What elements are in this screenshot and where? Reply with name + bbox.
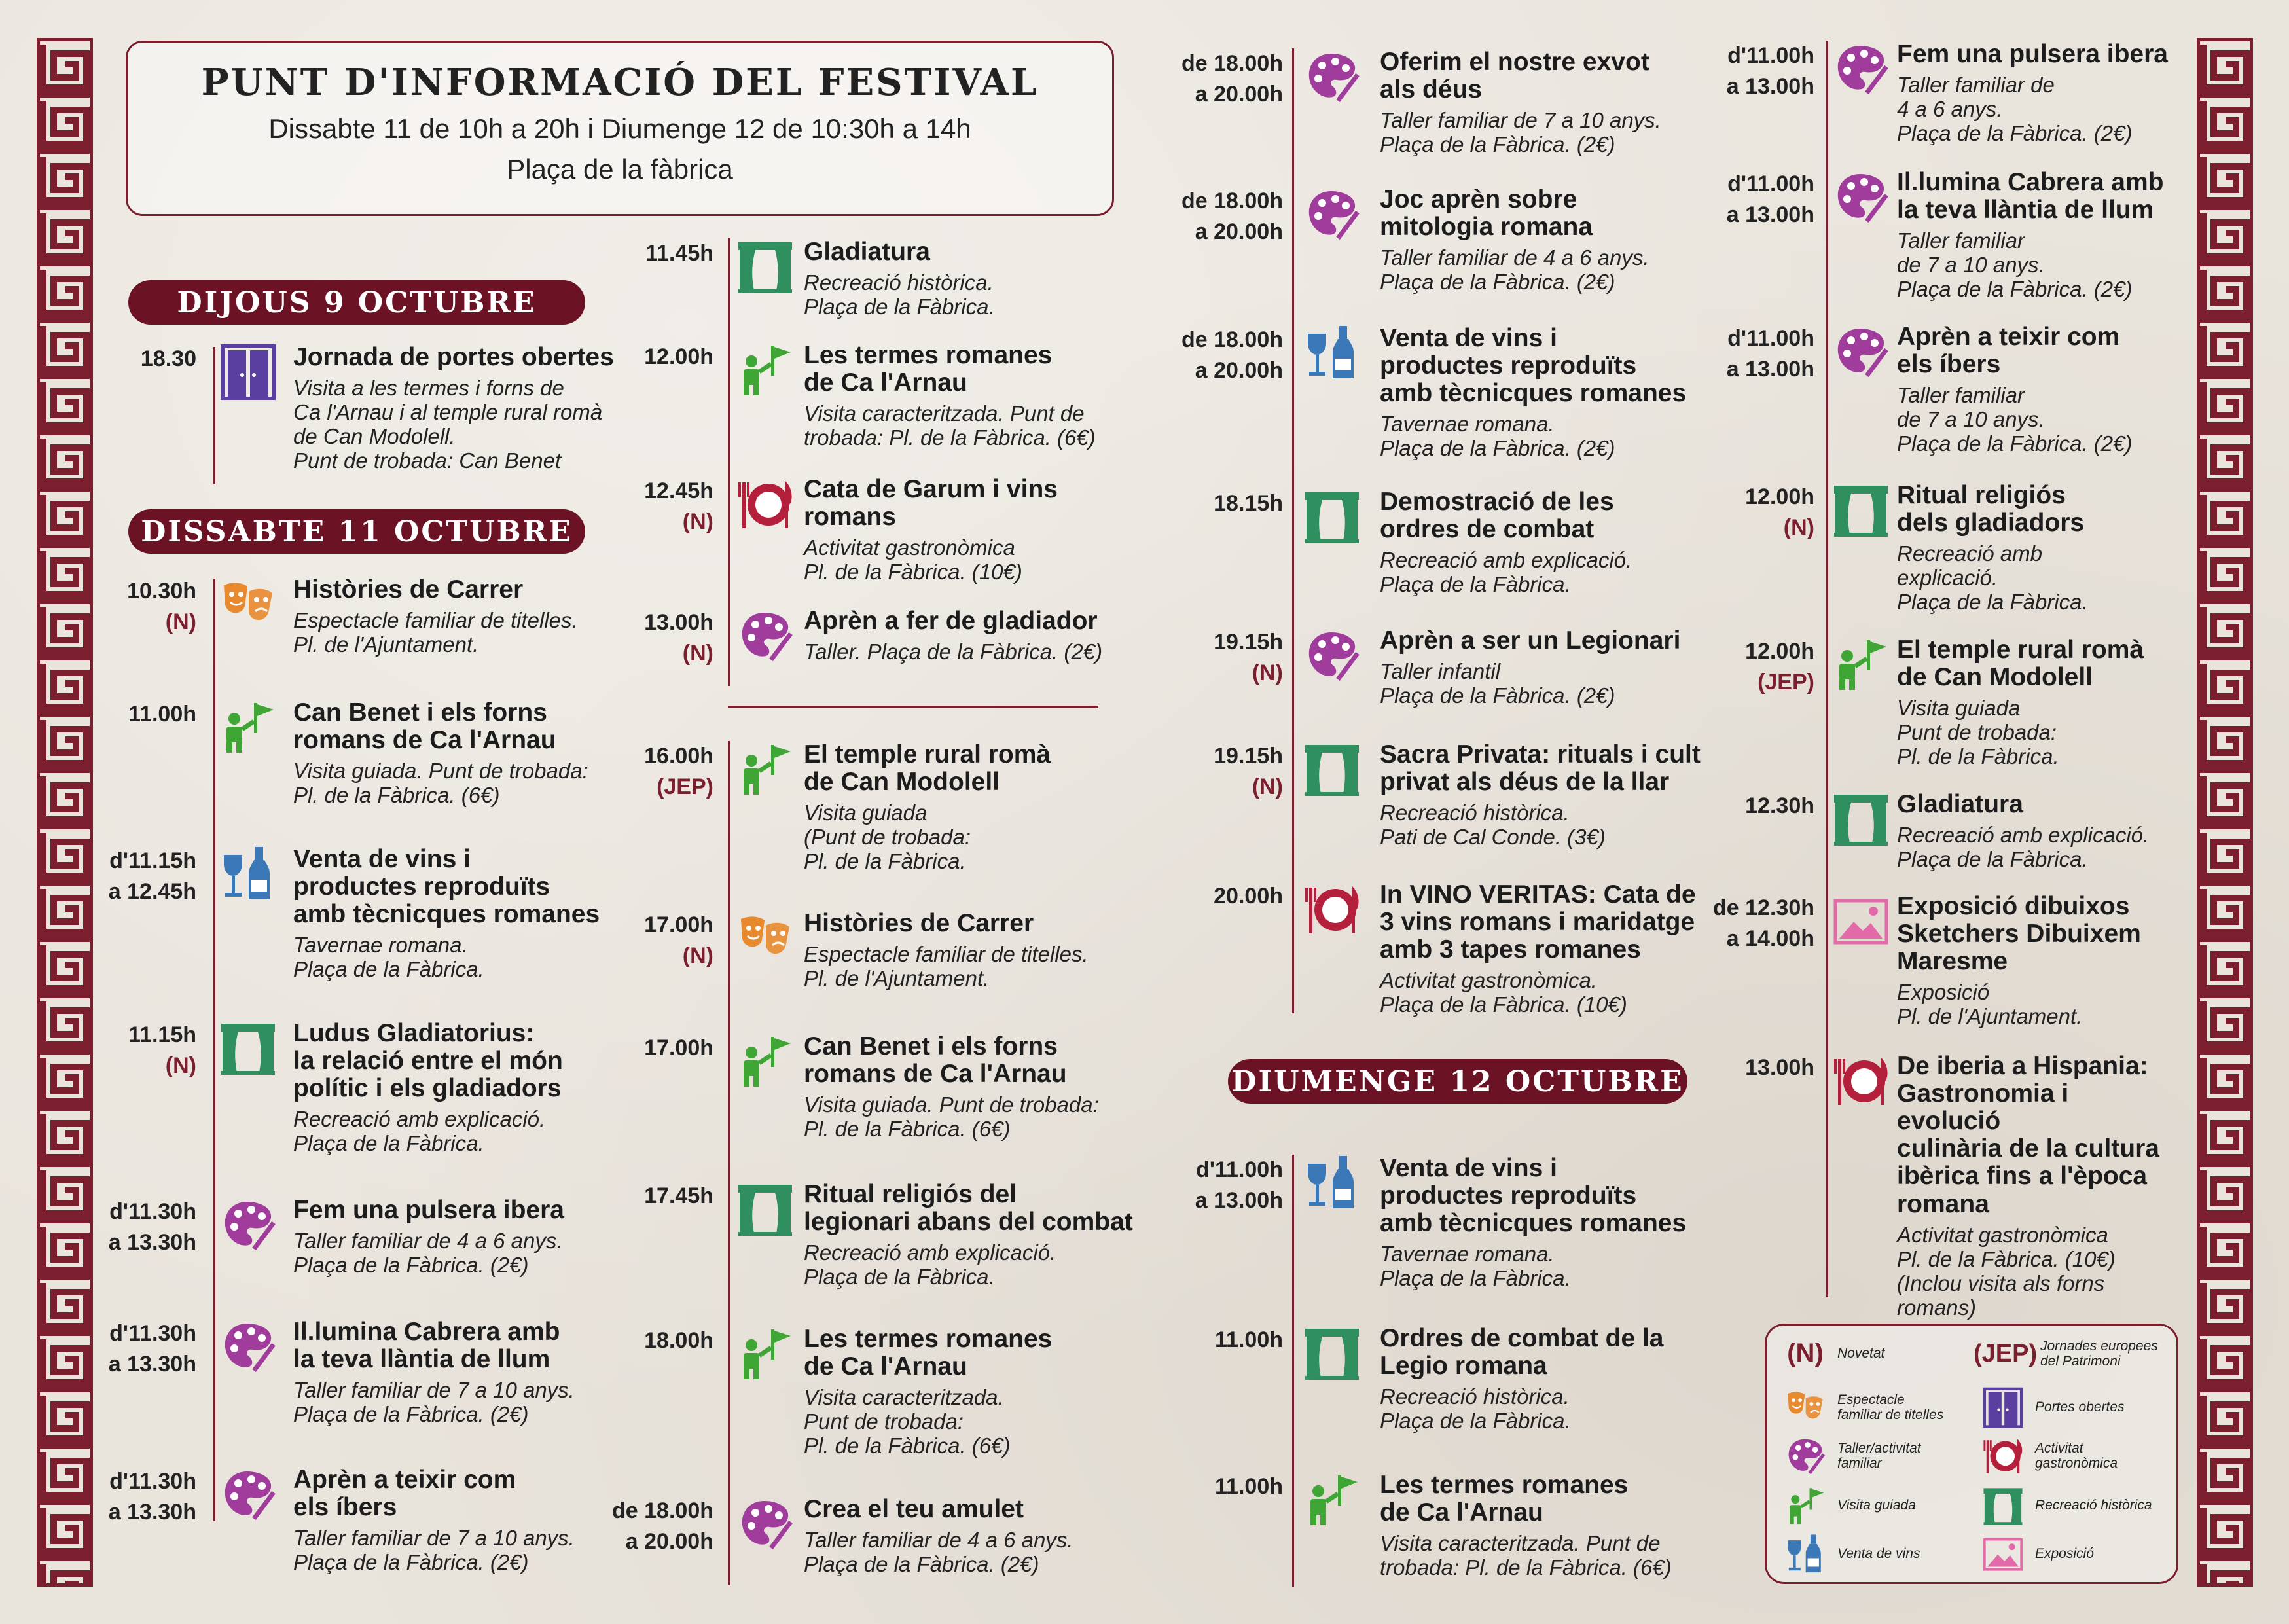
recreation-icon	[737, 238, 793, 295]
event-title: Exposició dibuixos Sketchers Dibuixem Maresme	[1897, 892, 2141, 976]
day-banner-dissabte: DISSABTE 11 OCTUBRE	[128, 509, 585, 554]
event-description: Visita guiada Punt de trobada: Pl. de la Fàbrica.	[1897, 696, 2059, 769]
event-title: Sacra Privata: rituals i cult privat als déus de la llar	[1380, 740, 1701, 797]
event-tag: (N)	[682, 509, 713, 534]
event-time-text: 17.45h	[644, 1183, 713, 1208]
event-tag: (N)	[1252, 660, 1283, 685]
timeline-line-col2b	[728, 741, 730, 1585]
timeline-line-col3a	[1292, 48, 1294, 1013]
event-title: El temple rural romà de Can Modolell	[1897, 636, 2144, 692]
event-content	[804, 741, 1144, 874]
event-title: Les termes romanes de Ca l'Arnau	[1380, 1471, 1629, 1527]
event-time	[1689, 1053, 1814, 1083]
event-time-text: de 18.00h a 20.00h	[1181, 327, 1283, 383]
event-time-text: d'11.00h a 13.00h	[1726, 171, 1814, 227]
event-time-text: 11.00h	[1215, 1327, 1283, 1352]
event-content	[1897, 636, 2178, 769]
event-title: Joc aprèn sobre mitologia romana	[1380, 185, 1593, 242]
event-time-text: d'11.00h a 13.00h	[1726, 43, 1814, 99]
event-title: Fem una pulsera ibera	[293, 1196, 564, 1224]
event-time	[1689, 41, 1814, 102]
legend-jep-badge: (JEP)	[1974, 1339, 2038, 1367]
recreation-icon	[1833, 482, 1889, 538]
event-tag: (N)	[1252, 774, 1283, 799]
legend-theatre	[1785, 1387, 1943, 1428]
event-content	[1380, 488, 1727, 597]
event-description: Taller familiar de 7 a 10 anys. Plaça de la Fàbrica. (2€)	[1897, 228, 2133, 302]
workshop-icon	[737, 607, 793, 664]
wine-icon	[1304, 1155, 1360, 1211]
event-time	[92, 1466, 196, 1528]
event-time	[1152, 627, 1283, 689]
event-title: Històries de Carrer	[293, 575, 524, 604]
legend-doors	[1983, 1387, 2125, 1428]
event-description: Taller familiar de 4 a 6 anys. Plaça de la Fàbrica. (2€)	[804, 1528, 1073, 1577]
timeline-line-dijous	[213, 347, 215, 484]
event-description: Tavernae romana. Plaça de la Fàbrica.	[293, 933, 484, 982]
event-description: Recreació històrica. Pati de Cal Conde. (3€)	[1380, 801, 1606, 850]
legend-jep-label: Jornades europees del Patrimoni	[2040, 1339, 2158, 1369]
event-tag: (JEP)	[657, 774, 713, 799]
day-banner-diumenge: DIUMENGE 12 OCTUBRE	[1228, 1059, 1687, 1104]
event-description: Visita caracteritzada. Punt de trobada: Pl. de la Fàbrica. (6€)	[804, 1385, 1011, 1458]
legend-visit	[1785, 1485, 1916, 1526]
info-place: Plaça de la fàbrica	[507, 154, 733, 185]
event-time-text: 12.00h	[1745, 639, 1814, 664]
event-title: Can Benet i els forns romans de Ca l'Arnau	[293, 698, 556, 755]
event-time	[1152, 325, 1283, 386]
event-time-text: 11.15h	[128, 1022, 196, 1047]
timeline-line-col3b	[1292, 1155, 1294, 1587]
event-description: Visita guiada. Punt de trobada: Pl. de la Fàbrica. (6€)	[293, 759, 588, 808]
event-content	[804, 476, 1144, 585]
event-time	[92, 699, 196, 730]
event-time	[1152, 1155, 1283, 1216]
event-time	[92, 1318, 196, 1380]
event-time-text: 12.00h	[644, 344, 713, 369]
event-tag: (N)	[682, 943, 713, 968]
legend-visit-label: Visita guiada	[1837, 1498, 1916, 1513]
event-description: Activitat gastronòmica. Plaça de la Fàbrica. (10€)	[1380, 968, 1627, 1017]
event-time-text: 17.00h	[644, 912, 713, 937]
event-description: Recreació amb explicació. Plaça de la Fàbrica.	[1380, 548, 1632, 597]
legend-n-label: Novetat	[1837, 1345, 1885, 1361]
event-time	[1152, 1325, 1283, 1356]
event-description: Visita caracteritzada. Punt de trobada: Pl. de la Fàbrica. (6€)	[804, 401, 1096, 450]
event-time-text: de 18.00h a 20.00h	[1181, 51, 1283, 107]
section-divider	[728, 706, 1098, 708]
gastro-icon	[1833, 1053, 1889, 1109]
event-title: Aprèn a ser un Legionari	[1380, 626, 1681, 655]
event-time	[602, 607, 713, 669]
event-description: Taller infantil Plaça de la Fàbrica. (2€)	[1380, 659, 1615, 708]
event-title: Ritual religiós del legionari abans del combat	[804, 1180, 1133, 1236]
event-time	[1689, 893, 1814, 954]
event-content	[804, 238, 1144, 319]
workshop-icon	[1304, 627, 1360, 683]
event-title: Les termes romanes de Ca l'Arnau	[804, 341, 1053, 397]
event-title: Ritual religiós dels gladiadors	[1897, 481, 2085, 537]
event-description: Exposició Pl. de l'Ajuntament.	[1897, 980, 2083, 1029]
event-description: Taller familiar de 7 a 10 anys. Plaça de la Fàbrica. (2€)	[293, 1526, 575, 1575]
event-time-text: d'11.30h a 13.30h	[108, 1321, 196, 1377]
event-time	[1152, 741, 1283, 803]
event-content	[804, 607, 1144, 664]
event-content	[804, 1181, 1144, 1290]
event-content	[804, 910, 1144, 991]
event-title: Il.lumina Cabrera amb la teva llàntia de llum	[293, 1318, 560, 1374]
event-description: Taller familiar de 4 a 6 anys. Plaça de la Fàbrica. (2€)	[1380, 245, 1649, 295]
event-time	[92, 1197, 196, 1258]
event-title: Gladiatura	[1897, 790, 2023, 818]
event-content	[804, 1033, 1144, 1142]
event-time	[602, 1033, 713, 1064]
workshop-icon	[1833, 323, 1889, 380]
event-time	[602, 1181, 713, 1212]
workshop-icon	[1304, 186, 1360, 242]
event-description: Espectacle familiar de titelles. Pl. de l'Ajuntament.	[293, 608, 578, 657]
day-banner-dijous: DIJOUS 9 OCTUBRE	[128, 280, 585, 325]
event-time	[92, 846, 196, 907]
event-time	[92, 1020, 196, 1081]
picture-frame-icon	[1983, 1534, 2023, 1574]
legend-recreation	[1983, 1485, 2152, 1526]
event-description: Espectacle familiar de titelles. Pl. de l'Ajuntament.	[804, 942, 1089, 991]
recreation-icon	[1304, 488, 1360, 545]
gastro-icon	[1304, 881, 1360, 937]
event-tag: (N)	[682, 640, 713, 666]
legend-novetat	[1785, 1339, 1884, 1368]
event-time	[602, 741, 713, 803]
visit-icon	[737, 1326, 793, 1382]
event-content	[1380, 1471, 1727, 1580]
event-time-text: 19.15h	[1214, 630, 1283, 655]
event-time-text: de 12.30h a 14.00h	[1713, 895, 1814, 951]
greek-key-border-left	[37, 38, 93, 1587]
event-description: Taller familiar de 7 a 10 anys. Plaça de la Fàbrica. (2€)	[1897, 383, 2133, 456]
greek-key-border-right	[2197, 38, 2253, 1587]
theatre-icon	[220, 576, 276, 632]
event-time	[1689, 169, 1814, 230]
event-content	[1380, 627, 1727, 708]
event-time-text: 11.00h	[1215, 1474, 1283, 1499]
event-content	[1897, 482, 2178, 615]
legend-exhibit-label: Exposició	[2035, 1546, 2094, 1562]
event-title: Fem una pulsera ibera	[1897, 40, 2168, 68]
event-description: Recreació històrica. Plaça de la Fàbrica.	[1380, 1384, 1571, 1434]
event-description: Tavernae romana. Plaça de la Fàbrica.	[1380, 1242, 1571, 1291]
recreation-icon	[1304, 741, 1360, 797]
info-title: PUNT D'INFORMACIÓ DEL FESTIVAL	[201, 61, 1039, 104]
event-content	[293, 699, 614, 808]
event-time-text: 11.45h	[645, 241, 713, 266]
event-content	[293, 1318, 614, 1427]
event-content	[1897, 893, 2178, 1029]
legend-gastro-label: Activitat gastronòmica	[2035, 1440, 2118, 1471]
event-content	[293, 344, 614, 473]
legend-theatre-label: Espectacle familiar de titelles	[1837, 1392, 1944, 1422]
plate-cutlery-icon	[1983, 1435, 2023, 1476]
event-time-text: 19.15h	[1214, 744, 1283, 768]
event-time	[1152, 881, 1283, 912]
event-title: Les termes romanes de Ca l'Arnau	[804, 1325, 1053, 1381]
event-content	[1897, 791, 2178, 872]
event-description: Taller. Plaça de la Fàbrica. (2€)	[804, 640, 1103, 664]
event-title: Històries de Carrer	[804, 909, 1034, 937]
event-description: Taller familiar de 4 a 6 anys. Plaça de la Fàbrica. (2€)	[1897, 73, 2133, 146]
event-time	[92, 344, 196, 374]
event-time	[1689, 482, 1814, 543]
recreation-icon	[220, 1020, 276, 1076]
door-icon	[1983, 1387, 2023, 1428]
event-time-text: d'11.30h a 13.30h	[108, 1199, 196, 1255]
event-time-text: de 18.00h a 20.00h	[612, 1498, 713, 1554]
visit-icon	[737, 1033, 793, 1089]
event-time	[602, 342, 713, 372]
event-title: Crea el teu amulet	[804, 1495, 1024, 1523]
legend-wine-label: Venta de vins	[1837, 1546, 1920, 1562]
workshop-icon	[220, 1318, 276, 1375]
event-tag: (JEP)	[1757, 669, 1814, 695]
workshop-icon	[220, 1197, 276, 1253]
exhibit-icon	[1833, 893, 1889, 949]
event-description: Recreació històrica. Plaça de la Fàbrica.	[804, 270, 995, 319]
event-time	[602, 476, 713, 537]
event-content	[293, 576, 614, 657]
doors-icon	[220, 344, 276, 400]
stage-curtain-icon	[1983, 1485, 2023, 1526]
event-time-text: 17.00h	[644, 1036, 713, 1060]
event-title: Venta de vins i productes reproduïts amb tècnicques romanes	[1380, 1154, 1687, 1238]
event-time-text: 18.15h	[1214, 491, 1283, 516]
legend-wine	[1785, 1534, 1920, 1574]
event-description: Taller familiar de 7 a 10 anys. Plaça de la Fàbrica. (2€)	[293, 1378, 575, 1427]
timeline-line-col2a	[728, 238, 730, 686]
event-tag: (N)	[165, 1053, 196, 1078]
event-time-text: 13.00h	[644, 610, 713, 635]
legend	[1765, 1324, 2178, 1584]
event-content	[293, 1020, 614, 1156]
event-description: Visita guiada. Punt de trobada: Pl. de la Fàbrica. (6€)	[804, 1092, 1099, 1142]
event-content	[1380, 881, 1727, 1017]
visit-icon	[1304, 1471, 1360, 1528]
event-title: Aprèn a teixir com els íbers	[1897, 323, 2120, 379]
event-time	[1689, 791, 1814, 821]
workshop-icon	[1833, 41, 1889, 97]
event-time-text: d'11.00h a 13.00h	[1726, 326, 1814, 382]
event-description: Activitat gastronòmica Pl. de la Fàbrica. (10€) (Inclou visita als forns romans)	[1897, 1222, 2116, 1320]
gastro-icon	[737, 476, 793, 532]
visit-icon	[737, 342, 793, 398]
legend-jep	[1974, 1339, 2158, 1369]
event-content	[1897, 169, 2178, 302]
event-description: Recreació amb explicació. Plaça de la Fàbrica.	[1897, 823, 2150, 872]
event-time	[1689, 323, 1814, 385]
event-description: Recreació amb explicació. Plaça de la Fàbrica.	[1897, 541, 2088, 615]
event-title: Aprèn a fer de gladiador	[804, 607, 1098, 635]
event-time	[1152, 186, 1283, 247]
event-time	[1152, 48, 1283, 110]
event-description: Tavernae romana. Plaça de la Fàbrica. (2€)	[1380, 412, 1615, 461]
event-content	[804, 1496, 1144, 1577]
event-description: Visita guiada (Punt de trobada: Pl. de la Fàbrica.	[804, 801, 971, 874]
event-time-text: d'11.00h a 13.00h	[1195, 1157, 1283, 1213]
event-title: Can Benet i els forns romans de Ca l'Arnau	[804, 1032, 1067, 1089]
event-time-text: 12.00h	[1745, 484, 1814, 509]
event-description: Visita a les termes i forns de Ca l'Arnau i al temple rural romà de Can Modolell. Punt de trobada: Can Benet	[293, 376, 603, 473]
legend-recreation-label: Recreació històrica	[2035, 1498, 2152, 1513]
event-title: In VINO VERITAS: Cata de 3 vins romans i maridatge amb 3 tapes romanes	[1380, 880, 1696, 964]
event-time-text: de 18.00h a 20.00h	[1181, 189, 1283, 244]
event-title: Jornada de portes obertes	[293, 343, 614, 371]
legend-workshop	[1785, 1435, 1921, 1476]
event-title: Cata de Garum i vins romans	[804, 475, 1058, 532]
event-title: Ludus Gladiatorius: la relació entre el món polític i els gladiadors	[293, 1019, 563, 1103]
event-time-text: 13.00h	[1745, 1055, 1814, 1080]
event-time-text: 11.00h	[128, 702, 196, 727]
event-time-text: 12.45h	[644, 478, 713, 503]
event-title: Venta de vins i productes reproduïts amb tècnicques romanes	[1380, 324, 1687, 408]
timeline-line-col4	[1826, 41, 1828, 1297]
legend-exhibit	[1983, 1534, 2094, 1574]
event-description: Recreació amb explicació. Plaça de la Fàbrica.	[293, 1107, 546, 1156]
theatre-icon	[737, 910, 793, 966]
event-title: Aprèn a teixir com els íbers	[293, 1466, 516, 1522]
event-time-text: d'11.30h a 13.30h	[108, 1469, 196, 1525]
event-time	[602, 910, 713, 971]
event-time-text: d'11.15h a 12.45h	[108, 848, 196, 904]
event-description: Taller familiar de 7 a 10 anys. Plaça de la Fàbrica. (2€)	[1380, 108, 1661, 157]
event-title: Ordres de combat de la Legio romana	[1380, 1324, 1664, 1380]
event-description: Taller familiar de 4 a 6 anys. Plaça de la Fàbrica. (2€)	[293, 1229, 563, 1278]
recreation-icon	[1304, 1325, 1360, 1381]
event-content	[1380, 1155, 1727, 1291]
event-content	[1897, 323, 2178, 456]
event-title: Demostració de les ordres de combat	[1380, 488, 1614, 544]
theatre-masks-icon	[1785, 1387, 1826, 1428]
info-dates: Dissabte 11 de 10h a 20h i Diumenge 12 de 10:30h a 14h	[268, 113, 971, 144]
event-time	[602, 1496, 713, 1557]
workshop-icon	[1833, 169, 1889, 225]
event-description: Recreació amb explicació. Plaça de la Fàbrica.	[804, 1240, 1056, 1290]
legend-gastro	[1983, 1435, 2118, 1476]
timeline-line-col1	[213, 579, 215, 1521]
legend-doors-label: Portes obertes	[2035, 1399, 2125, 1415]
event-tag: (N)	[1783, 514, 1814, 540]
event-time-text: 18.00h	[644, 1328, 713, 1353]
legend-workshop-label: Taller/activitat familiar	[1837, 1440, 1921, 1471]
event-content	[293, 1197, 614, 1278]
event-content	[804, 342, 1144, 450]
workshop-icon	[1304, 48, 1360, 105]
event-tag: (N)	[165, 609, 196, 634]
event-description: Activitat gastronòmica Pl. de la Fàbrica. (10€)	[804, 535, 1022, 585]
event-time	[602, 238, 713, 269]
event-time-text: 10.30h	[127, 579, 196, 604]
workshop-icon	[220, 1466, 276, 1523]
event-time	[1689, 636, 1814, 698]
event-time-text: 18.30	[140, 346, 196, 371]
event-time-text: 20.00h	[1214, 884, 1283, 909]
event-time-text: 12.30h	[1745, 793, 1814, 818]
event-description: Visita caracteritzada. Punt de trobada: Pl. de la Fàbrica. (6€)	[1380, 1531, 1672, 1580]
visit-icon	[737, 741, 793, 797]
wine-icon	[1304, 325, 1360, 381]
event-title: Gladiatura	[804, 238, 930, 266]
festival-info-box	[126, 41, 1114, 216]
event-content	[1897, 1053, 2178, 1320]
palette-icon	[1785, 1435, 1826, 1476]
event-title: De iberia a Hispania: Gastronomia i evolució culinària de la cultura ibèrica fins a l'època romana	[1897, 1052, 2159, 1218]
event-time	[602, 1326, 713, 1356]
event-content	[293, 1466, 614, 1575]
event-content	[804, 1326, 1144, 1458]
event-content	[1380, 1325, 1727, 1434]
legend-n-badge: (N)	[1787, 1339, 1824, 1367]
event-title: El temple rural romà de Can Modolell	[804, 740, 1051, 797]
event-content	[1380, 48, 1727, 157]
visit-icon	[220, 699, 276, 755]
wine-icon	[220, 846, 276, 902]
event-content	[1380, 186, 1727, 295]
event-time-text: 16.00h	[644, 744, 713, 768]
event-title: Il.lumina Cabrera amb la teva llàntia de llum	[1897, 168, 2164, 225]
guide-flag-icon	[1785, 1485, 1826, 1526]
event-content	[1897, 41, 2178, 146]
event-title: Oferim el nostre exvot als déus	[1380, 48, 1649, 104]
event-time	[92, 576, 196, 638]
recreation-icon	[1833, 791, 1889, 847]
event-content	[293, 846, 614, 982]
event-content	[1380, 325, 1727, 461]
recreation-icon	[737, 1181, 793, 1237]
event-title: Venta de vins i productes reproduïts amb tècnicques romanes	[293, 845, 600, 929]
event-time	[1152, 488, 1283, 519]
event-content	[1380, 741, 1727, 850]
visit-icon	[1833, 636, 1889, 693]
event-time	[1152, 1471, 1283, 1502]
wine-bottle-glass-icon	[1785, 1534, 1826, 1574]
workshop-icon	[737, 1496, 793, 1552]
